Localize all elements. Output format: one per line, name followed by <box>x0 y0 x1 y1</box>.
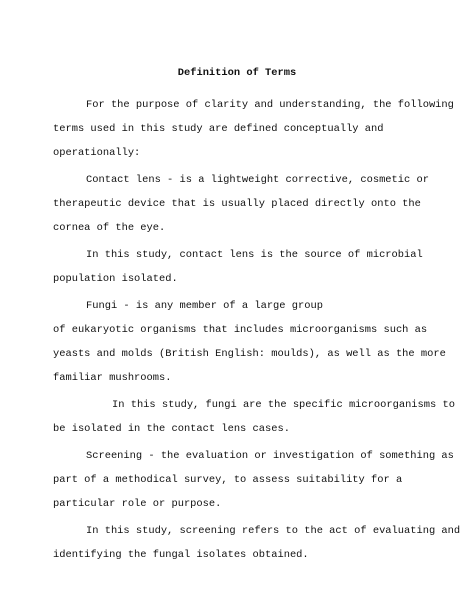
contact-lens-definition-line: Contact lens - is a lightweight corrective, cosmetic or <box>86 174 429 186</box>
screening-operational-line: In this study, screening refers to the act of evaluating and <box>86 525 461 537</box>
fungi-definition-line: Fungi - is any member of a large group <box>86 300 323 312</box>
fungi-operational-line: In this study, fungi are the specific microorganisms to <box>112 399 455 411</box>
fungi-definition-line: of eukaryotic organisms that includes microorganisms such as <box>53 324 428 336</box>
fungi-definition-line: yeasts and molds (British English: moulds), as well as the more <box>53 348 446 360</box>
screening-operational-line: identifying the fungal isolates obtained. <box>53 549 309 561</box>
page-title: Definition of Terms <box>177 67 297 79</box>
fungi-operational-line: be isolated in the contact lens cases. <box>53 423 290 435</box>
contact-lens-operational-line: population isolated. <box>53 273 178 285</box>
contact-lens-definition-line: cornea of the eye. <box>53 222 166 234</box>
intro-line: operationally: <box>53 147 141 159</box>
intro-line: For the purpose of clarity and understanding, the following <box>86 99 454 111</box>
contact-lens-operational-line: In this study, contact lens is the source of microbial <box>86 249 423 261</box>
fungi-definition-line: familiar mushrooms. <box>53 372 172 384</box>
screening-definition-line: Screening - the evaluation or investigation of something as <box>86 450 454 462</box>
screening-definition-line: part of a methodical survey, to assess suitability for a <box>53 474 403 486</box>
intro-line: terms used in this study are defined conceptually and <box>53 123 384 135</box>
contact-lens-definition-line: therapeutic device that is usually placed directly onto the <box>53 198 421 210</box>
screening-definition-line: particular role or purpose. <box>53 498 222 510</box>
